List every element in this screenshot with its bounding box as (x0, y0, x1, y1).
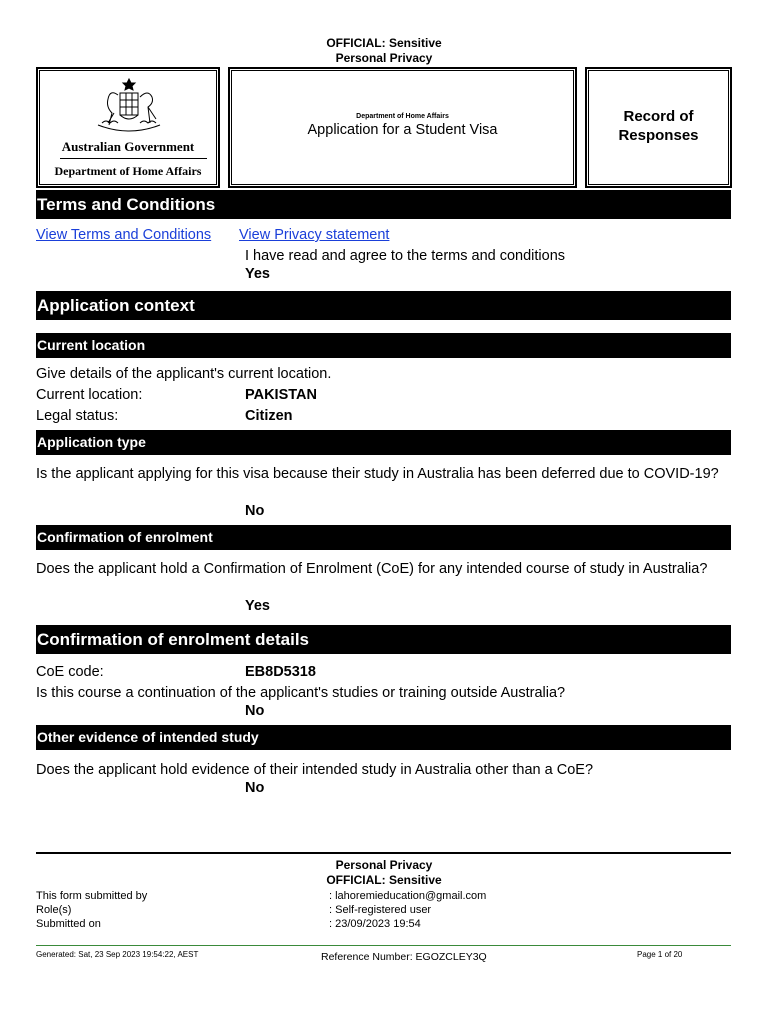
other-evidence-heading: Other evidence of intended study (36, 725, 731, 750)
submitted-by-label: This form submitted by (36, 890, 148, 902)
other-evidence-question: Does the applicant hold evidence of their intended study in Australia other than a CoE? (36, 762, 594, 778)
coe-code-value: EB8D5318 (245, 664, 316, 680)
coat-of-arms-icon (90, 75, 168, 141)
footer-rule (36, 852, 731, 854)
app-type-question: Is the applicant applying for this visa because their study in Australia has been deferred due to COVID-19? (36, 466, 719, 482)
other-evidence-answer: No (245, 780, 265, 796)
terms-heading: Terms and Conditions (36, 190, 731, 219)
location-heading: Current location (36, 333, 731, 358)
gov-logo-box (36, 67, 220, 188)
status-value: Citizen (245, 408, 293, 424)
coe-code-label: CoE code: (36, 664, 104, 680)
submitted-by-value: : lahoremieducation@gmail.com (329, 890, 487, 902)
continuation-question: Is this course a continuation of the applicant's studies or training outside Australia? (36, 685, 566, 701)
reference-number: Reference Number: EGOZCLEY3Q (321, 951, 487, 963)
coe-answer: Yes (245, 598, 270, 614)
context-heading: Application context (36, 291, 731, 320)
location-value: PAKISTAN (245, 387, 317, 403)
page-number: Page 1 of 20 (637, 950, 683, 959)
app-type-heading: Application type (36, 430, 731, 455)
form-dept: Department of Home Affairs (356, 113, 449, 120)
continuation-answer: No (245, 703, 265, 719)
privacy-bottom: Personal Privacy (335, 858, 433, 872)
coe-heading: Confirmation of enrolment (36, 525, 731, 550)
form-title: Application for a Student Visa (307, 122, 498, 138)
role-value: : Self-registered user (329, 904, 432, 916)
submitted-on-label: Submitted on (36, 918, 101, 930)
submitted-on-value: : 23/09/2023 19:54 (329, 918, 421, 930)
dept-name: Department of Home Affairs (54, 164, 202, 178)
classification-top: OFFICIAL: Sensitive (326, 36, 442, 50)
record-title: Record of Responses (618, 108, 699, 144)
agree-question: I have read and agree to the terms and conditions (245, 248, 566, 264)
location-intro: Give details of the applicant's current location. (36, 366, 332, 382)
generated-stamp: Generated: Sat, 23 Sep 2023 19:54:22, AEST (36, 950, 199, 959)
record-box (585, 67, 732, 188)
app-type-answer: No (245, 503, 265, 519)
coe-question: Does the applicant hold a Confirmation of Enrolment (CoE) for any intended course of study in Australia? (36, 561, 708, 577)
terms-link[interactable]: View Terms and Conditions (36, 227, 212, 243)
form-title-box (228, 67, 577, 188)
footer-green-rule (36, 945, 731, 946)
agree-answer: Yes (245, 266, 270, 282)
classification-bottom: OFFICIAL: Sensitive (326, 873, 442, 887)
role-label: Role(s) (36, 904, 72, 916)
coe-details-heading: Confirmation of enrolment details (36, 625, 731, 654)
location-label: Current location: (36, 387, 143, 403)
gov-name: Australian Government (61, 139, 195, 154)
gov-divider (60, 158, 207, 159)
privacy-top: Personal Privacy (335, 51, 433, 65)
privacy-link[interactable]: View Privacy statement (239, 227, 390, 243)
status-label: Legal status: (36, 408, 119, 424)
